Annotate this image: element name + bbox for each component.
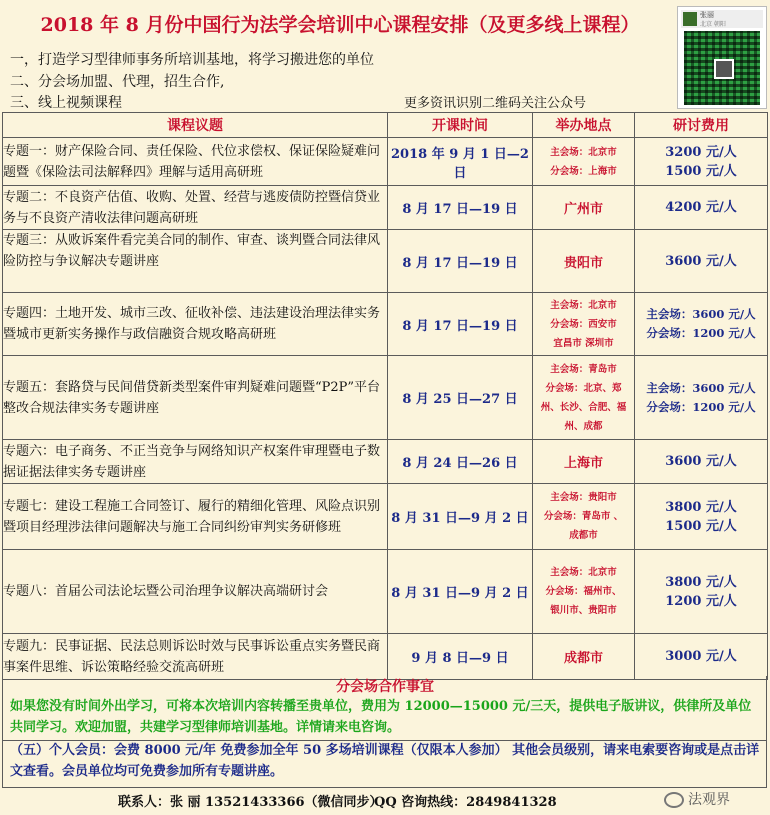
venue-line: 分会场：西安市 — [550, 318, 617, 330]
venue-line: 主会场：青岛市 — [550, 363, 617, 375]
fee-line: 分会场：1200 元/人 — [646, 326, 756, 340]
course-topic: 专题九：民事证据、民法总则诉讼时效与民事诉讼重点实务暨民商事案件思维、诉讼策略经验交流高研班 — [3, 634, 388, 680]
course-date: 8 月 17 日—19 日 — [388, 293, 533, 356]
qr-card-name: 张丽 — [700, 11, 714, 19]
course-venue: 上海市 — [533, 440, 635, 484]
course-topic: 专题一：财产保险合同、责任保险、代位求偿权、保证保险疑难问题暨《保险法司法解释四》理解与适用高研班 — [3, 138, 388, 186]
course-topic: 专题三：从败诉案件看完美合同的制作、审查、谈判暨合同法律风险防控与争议解决专题讲座 — [3, 230, 388, 293]
membership-text: （五）个人会员：会费 8000 元/年 免费参加全年 50 多场培训课程（仅限本人参加） 其他会员级别，请来电索要咨询或是点击详文查看。会员单位均可免费参加所有专题讲座。 — [10, 743, 760, 779]
divider — [2, 787, 767, 788]
qr-note: 更多资讯识别二维码关注公众号 — [404, 96, 587, 111]
course-fee — [635, 484, 768, 550]
fee-line: 1500 元/人 — [665, 518, 737, 534]
course-venue: 成都市 — [533, 634, 635, 680]
cooperation-body: 如果您没有时间外出学习，可将本次培训内容转播至贵单位，费用为 12000—15000 元/三天，提供电子版讲议，供律所及单位共同学习。欢迎加盟，共建学习型律师培训基地。详情请来电咨询。 — [10, 699, 752, 735]
course-venue — [533, 356, 635, 440]
intro-line-3: 三、线上视频课程 — [10, 95, 122, 111]
fee-line: 1200 元/人 — [665, 593, 737, 609]
venue-line: 州、长沙、合肥、福 — [540, 401, 627, 413]
header-fee: 研讨费用 — [635, 113, 768, 138]
course-fee — [635, 138, 768, 186]
page-title: 2018 年 8 月份中国行为法学会培训中心课程安排（及更多线上课程） — [40, 14, 640, 36]
venue-line: 主会场：北京市 — [550, 567, 617, 578]
qq-hotline: QQ 咨询热线：2849841328 — [374, 795, 557, 810]
intro-line-2: 二、分会场加盟、代理，招生合作, — [10, 74, 225, 90]
venue-line: 分会场：福州市、 — [545, 586, 622, 597]
divider — [766, 676, 767, 788]
course-table — [2, 112, 768, 680]
course-fee: 4200 元/人 — [635, 186, 768, 230]
course-venue: 广州市 — [533, 186, 635, 230]
table-row — [3, 356, 768, 440]
venue-line: 宜昌市 深圳市 — [553, 337, 614, 349]
fee-line: 3200 元/人 — [665, 144, 737, 160]
course-venue — [533, 484, 635, 550]
table-row — [3, 440, 768, 484]
table-row — [3, 230, 768, 293]
header-date: 开课时间 — [388, 113, 533, 138]
course-date: 8 月 31 日—9 月 2 日 — [388, 484, 533, 550]
course-fee — [635, 356, 768, 440]
venue-line: 分会场：北京、郑 — [545, 382, 622, 394]
course-date: 9 月 8 日—9 日 — [388, 634, 533, 680]
table-row — [3, 550, 768, 634]
course-date: 8 月 24 日—26 日 — [388, 440, 533, 484]
watermark — [664, 789, 730, 809]
venue-line: 银川市、贵阳市 — [550, 605, 617, 616]
contact-info: 联系人：张 丽 13521433366（微信同步） — [118, 795, 383, 810]
qr-card-header — [681, 10, 763, 28]
avatar — [683, 12, 697, 26]
course-venue — [533, 138, 635, 186]
qr-card-sub: 北京 朝阳 — [700, 21, 726, 28]
venue-line: 主会场：贵阳市 — [550, 492, 617, 503]
table-header-row — [3, 113, 768, 138]
course-topic: 专题五：套路贷与民间借贷新类型案件审判疑难问题暨“P2P”平台整改合规法律实务专题讲座 — [3, 356, 388, 440]
cooperation-title: 分会场合作事宜 — [336, 679, 434, 695]
course-fee: 3600 元/人 — [635, 440, 768, 484]
course-fee: 3000 元/人 — [635, 634, 768, 680]
venue-line: 主会场：北京市 — [550, 299, 617, 311]
venue-line: 分会场：上海市 — [550, 165, 617, 177]
course-topic: 专题四：土地开发、城市三改、征收补偿、违法建设治理法律实务暨城市更新实务操作与政信融资合规攻略高研班 — [3, 293, 388, 356]
fee-line: 3800 元/人 — [665, 499, 737, 515]
table-row — [3, 634, 768, 680]
qr-center-logo — [714, 59, 734, 79]
header-topic: 课程议题 — [3, 113, 388, 138]
venue-line: 主会场：北京市 — [550, 146, 617, 158]
fee-line: 1500 元/人 — [665, 163, 737, 179]
venue-line: 成都市 — [569, 530, 598, 541]
course-topic: 专题七：建设工程施工合同签订、履行的精细化管理、风险点识别暨项目经理涉法律问题解决与施工合同纠纷审判实务研修班 — [3, 484, 388, 550]
course-venue — [533, 550, 635, 634]
course-venue — [533, 293, 635, 356]
fee-line: 主会场：3600 元/人 — [646, 307, 756, 321]
table-row — [3, 186, 768, 230]
table-row — [3, 293, 768, 356]
course-date: 8 月 17 日—19 日 — [388, 186, 533, 230]
venue-line: 分会场：青岛市 、 — [543, 511, 624, 522]
header-venue: 举办地点 — [533, 113, 635, 138]
divider — [2, 676, 3, 788]
intro-line-1: 一，打造学习型律师事务所培训基地，将学习搬进您的单位 — [10, 52, 374, 68]
course-date: 2018 年 9 月 1 日—2 日 — [388, 138, 533, 186]
table-row — [3, 138, 768, 186]
watermark-text: 法观界 — [688, 792, 730, 808]
course-fee: 3600 元/人 — [635, 230, 768, 293]
course-topic: 专题八：首届公司法论坛暨公司治理争议解决高端研讨会 — [3, 550, 388, 634]
course-venue: 贵阳市 — [533, 230, 635, 293]
course-fee — [635, 550, 768, 634]
fee-line: 主会场：3600 元/人 — [646, 380, 756, 395]
qr-code-card[interactable] — [677, 6, 767, 109]
fee-line: 3800 元/人 — [665, 574, 737, 590]
course-topic: 专题六：电子商务、不正当竞争与网络知识产权案件审理暨电子数据证据法律实务专题讲座 — [3, 440, 388, 484]
qr-code-icon — [684, 31, 760, 105]
wechat-icon — [664, 792, 684, 808]
course-date: 8 月 17 日—19 日 — [388, 230, 533, 293]
table-row — [3, 484, 768, 550]
venue-line: 州、成都 — [564, 420, 603, 432]
course-topic: 专题二：不良资产估值、收购、处置、经营与逃废债防控暨信贷业务与不良资产清收法律问题高研班 — [3, 186, 388, 230]
course-fee — [635, 293, 768, 356]
course-date: 8 月 25 日—27 日 — [388, 356, 533, 440]
course-date: 8 月 31 日—9 月 2 日 — [388, 550, 533, 634]
fee-line: 分会场：1200 元/人 — [646, 399, 756, 414]
